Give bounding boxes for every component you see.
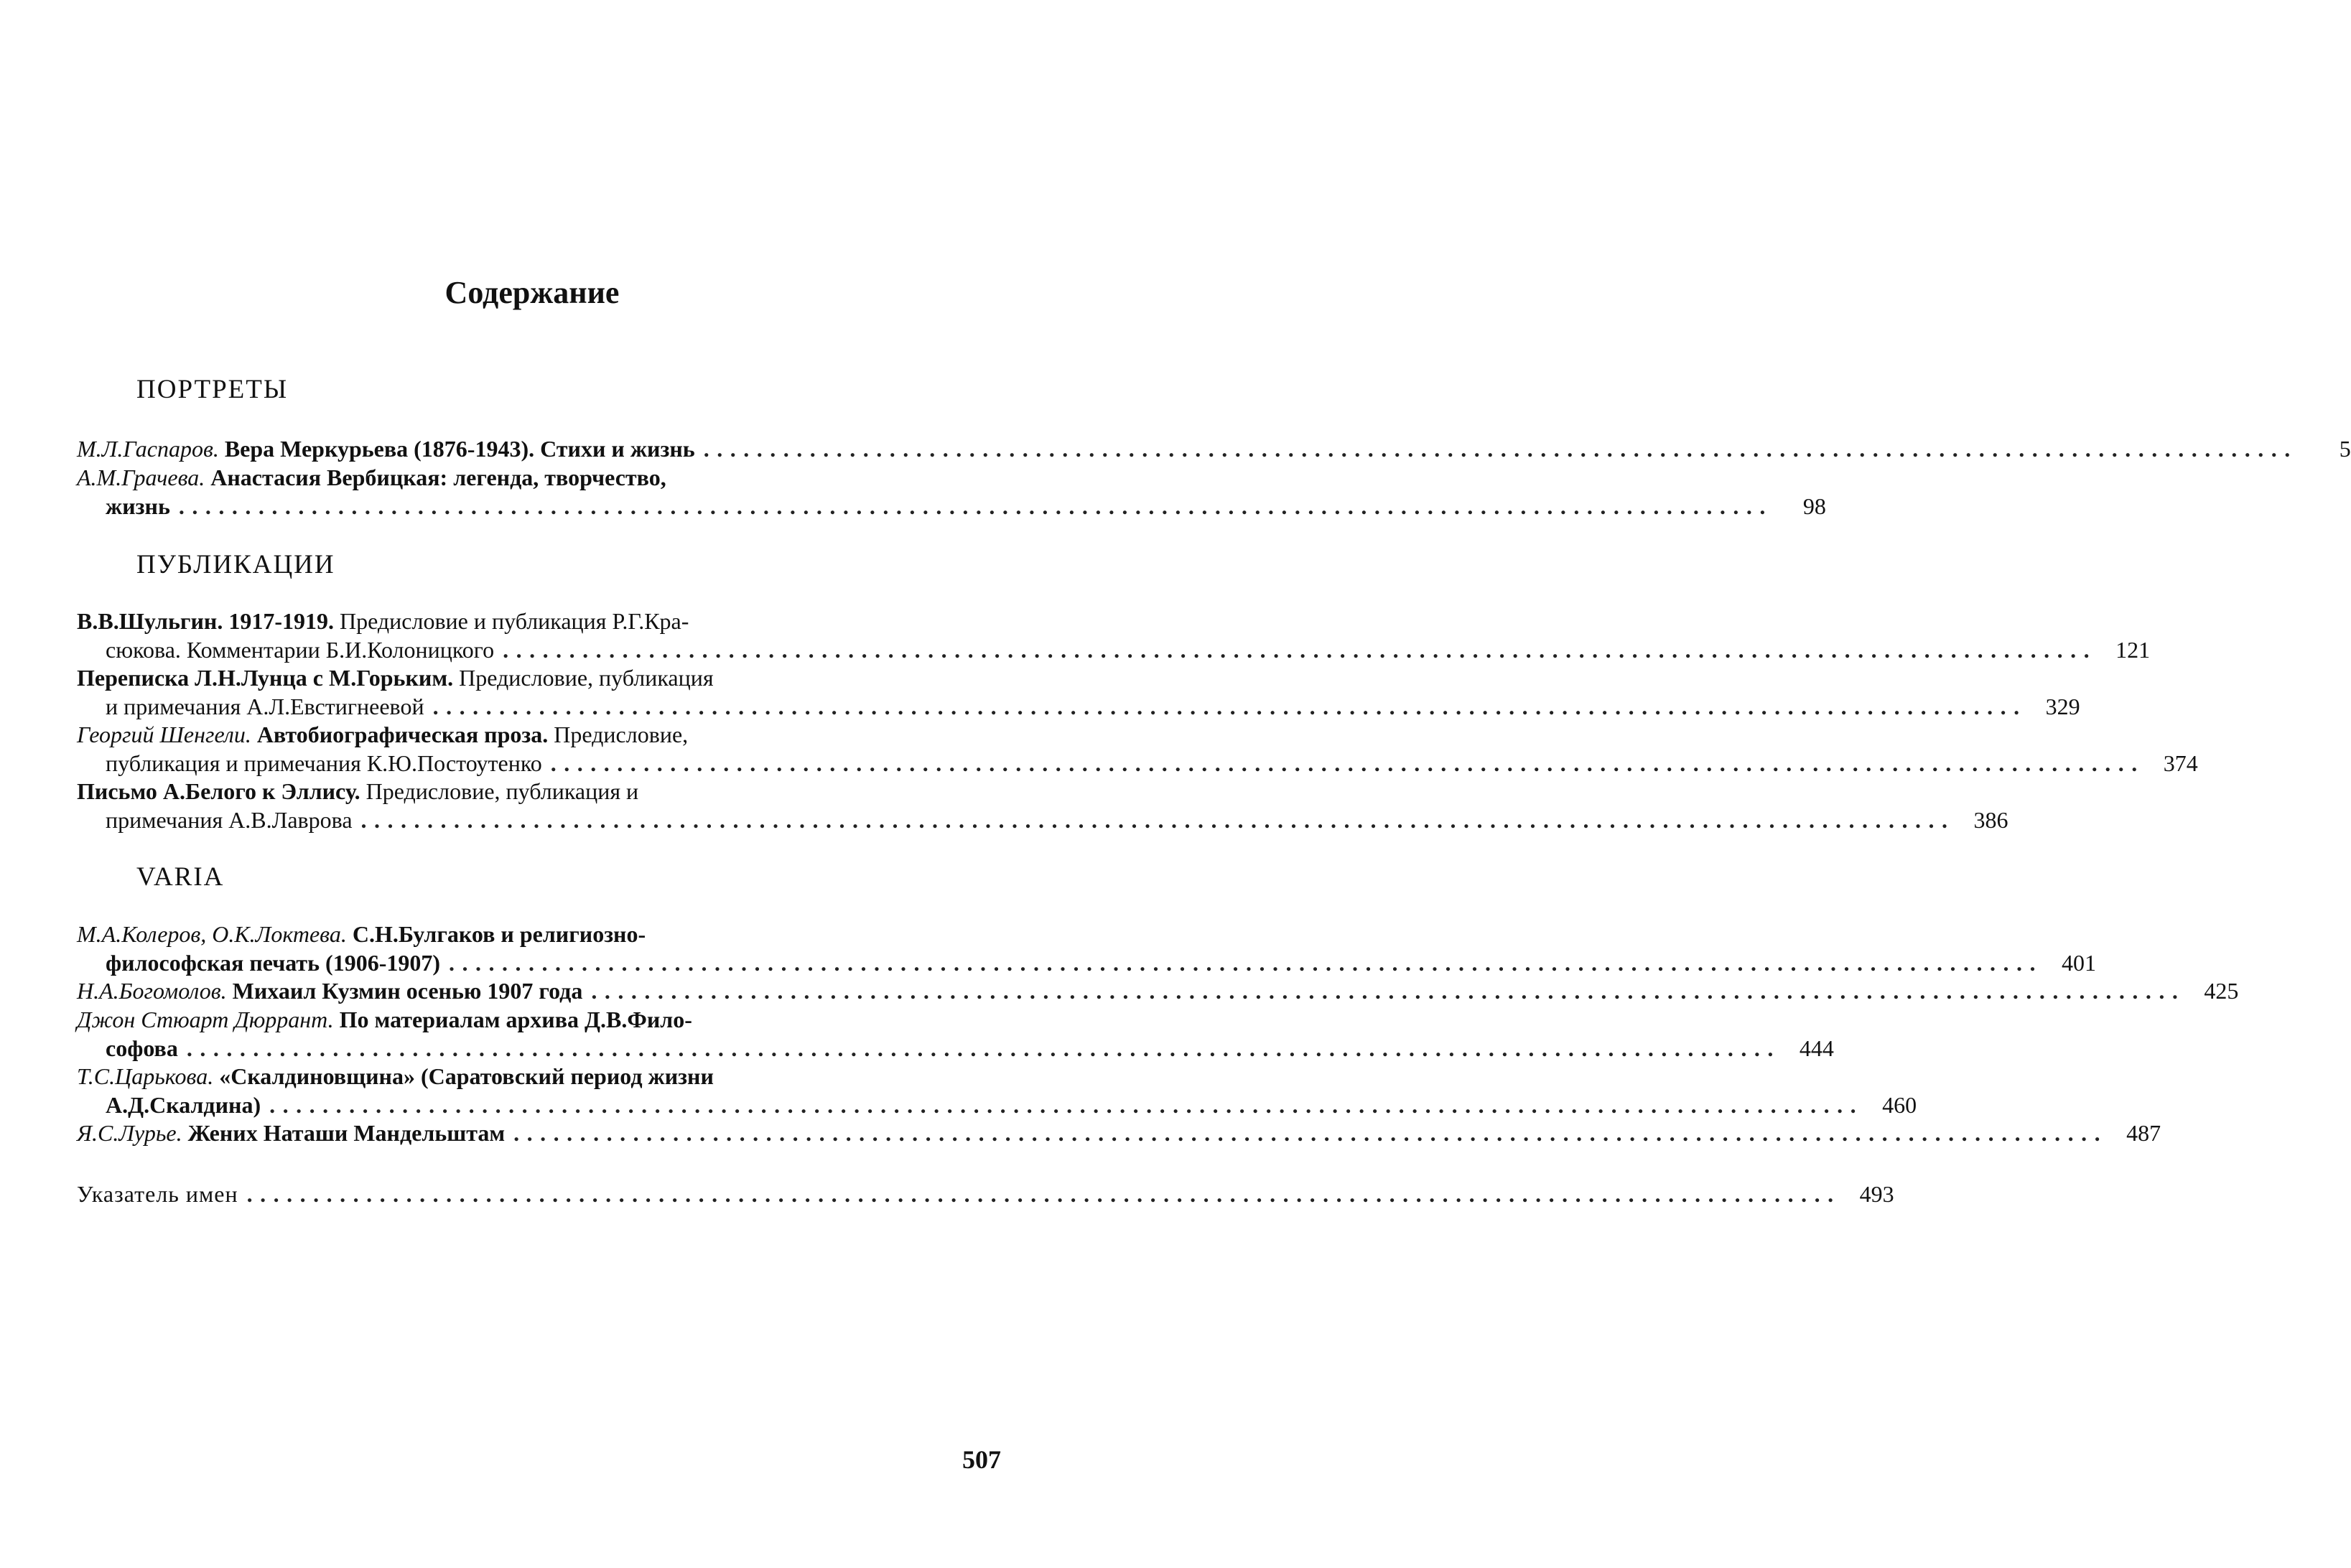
entry-description: Предисловие, xyxy=(548,722,689,747)
entry-description: Предисловие и публикация Р.Г.Кра- xyxy=(333,608,689,634)
index-label: Указатель имен xyxy=(77,1181,238,1207)
entry-author: М.А.Колеров, О.К.Локтева. xyxy=(77,921,347,947)
entry-title: Михаил Кузмин осенью 1907 года xyxy=(226,978,583,1004)
dot-leader: ........................................................................................................................ xyxy=(432,693,2027,719)
entry-title-continued: А.Д.Скалдина) xyxy=(106,1091,261,1118)
entry-description-continued: публикация и примечания К.Ю.Постоутенко xyxy=(106,750,542,776)
entry-page-number: 425 xyxy=(2204,978,2239,1004)
toc-line xyxy=(77,920,998,949)
toc-line xyxy=(77,977,2239,1006)
dot-leader: ........................................................................................................................ xyxy=(449,949,2044,976)
entry-page-number: 386 xyxy=(1973,806,2008,833)
toc-line xyxy=(77,493,1826,521)
toc-line xyxy=(77,1063,998,1091)
toc-entry-kolerov xyxy=(77,920,2097,977)
section-heading-portraits: ПОРТРЕТЫ xyxy=(136,375,289,404)
entry-title: Анастасия Вербицкая: легенда, творчество, xyxy=(205,465,666,490)
toc-line xyxy=(77,750,2198,778)
toc-line xyxy=(77,721,998,750)
toc-entry-index xyxy=(77,1180,1894,1209)
entry-author: Н.А.Богомолов. xyxy=(77,978,227,1004)
entry-title-continued: софова xyxy=(106,1035,178,1061)
entry-page-number: 493 xyxy=(1859,1181,1894,1207)
entry-page-number: 487 xyxy=(2126,1120,2161,1146)
toc-entry-gasparov xyxy=(77,435,2351,464)
toc-line xyxy=(77,1035,1834,1063)
entry-page-number: 460 xyxy=(1882,1091,1917,1118)
entry-page-number: 401 xyxy=(2062,949,2097,976)
toc-line xyxy=(77,949,2097,978)
dot-leader: ........................................................................................................................ xyxy=(513,1120,2108,1146)
entry-description-continued: и примечания А.Л.Евстигнеевой xyxy=(106,693,424,719)
entry-description-continued: сюкова. Комментарии Б.И.Колоницкого xyxy=(106,636,495,663)
entry-author: Георгий Шенгели. xyxy=(77,722,251,747)
entry-page-number: 374 xyxy=(2163,750,2198,776)
entry-description-continued: примечания А.В.Лаврова xyxy=(106,806,353,833)
toc-entry-shulgin xyxy=(77,607,2151,664)
toc-line xyxy=(77,664,998,693)
entry-page-number: 98 xyxy=(1802,493,1826,519)
entry-author: М.Л.Гаспаров. xyxy=(77,436,219,462)
entry-title: Жених Наташи Мандельштам xyxy=(182,1120,506,1146)
entry-title-continued: философская печать (1906-1907) xyxy=(106,949,441,976)
entry-title: Переписка Л.Н.Лунца с М.Горьким. xyxy=(77,665,454,691)
toc-line xyxy=(77,636,2151,665)
entry-description: Предисловие, публикация и xyxy=(360,778,639,804)
toc-entry-bely xyxy=(77,778,2008,834)
dot-leader: ........................................................................................................................ xyxy=(503,636,2098,663)
entry-page-number: 329 xyxy=(2045,693,2080,719)
toc-line xyxy=(77,1091,1917,1120)
section-heading-varia: VARIA xyxy=(136,862,225,892)
dot-leader: ........................................................................................................................ xyxy=(550,750,2145,776)
entry-description: Предисловие, публикация xyxy=(453,665,714,691)
entry-author: Т.С.Царькова. xyxy=(77,1063,214,1089)
entry-title-continued: жизнь xyxy=(106,493,170,519)
toc-entry-lunts xyxy=(77,664,2080,721)
entry-title: С.Н.Булгаков и религиозно- xyxy=(346,921,646,947)
entry-author: Джон Стюарт Дюррант. xyxy=(77,1007,334,1032)
dot-leader: ........................................................................................................................ xyxy=(703,436,2298,462)
page-number: 507 xyxy=(962,1445,1001,1474)
toc-entry-bogomolov xyxy=(77,977,2239,1006)
entry-author: А.М.Грачева. xyxy=(77,465,205,490)
toc-line xyxy=(77,778,998,806)
toc-entry-shengeli xyxy=(77,721,2198,778)
dot-leader: ........................................................................................................................ xyxy=(178,493,1773,519)
toc-line xyxy=(77,1006,998,1035)
toc-line xyxy=(77,806,2008,835)
toc-entry-durrant xyxy=(77,1006,1834,1063)
entry-author: Я.С.Лурье. xyxy=(77,1120,182,1146)
dot-leader: ........................................................................................................................ xyxy=(269,1091,1864,1118)
page-title: Содержание xyxy=(444,275,620,310)
entry-page-number: 5 xyxy=(2339,436,2351,462)
dot-leader: ........................................................................................................................ xyxy=(186,1035,1781,1061)
entry-title: Письмо А.Белого к Эллису. xyxy=(77,778,360,804)
dot-leader: ........................................................................................................................ xyxy=(246,1181,1841,1207)
dot-leader: ........................................................................................................................ xyxy=(360,806,1955,833)
toc-line xyxy=(77,435,2351,464)
toc-entry-gracheva xyxy=(77,464,1826,521)
entry-page-number: 121 xyxy=(2115,636,2151,663)
entry-page-number: 444 xyxy=(1799,1035,1834,1061)
toc-line xyxy=(77,464,998,493)
entry-title: Вера Меркурьева (1876-1943). Стихи и жизнь xyxy=(218,436,695,462)
toc-line xyxy=(77,693,2080,722)
toc-line xyxy=(77,607,998,636)
toc-entry-tsarkova xyxy=(77,1063,1917,1119)
toc-line xyxy=(77,1180,1894,1209)
section-heading-publications: ПУБЛИКАЦИИ xyxy=(136,550,335,579)
dot-leader: ........................................................................................................................ xyxy=(591,978,2186,1004)
entry-title: В.В.Шульгин. 1917-1919. xyxy=(77,608,334,634)
entry-title: По материалам архива Д.В.Фило- xyxy=(333,1007,692,1032)
toc-line xyxy=(77,1119,2161,1148)
entry-title: «Скалдиновщина» (Саратовский период жизни xyxy=(213,1063,714,1089)
entry-title: Автобиографическая проза. xyxy=(251,722,549,747)
toc-entry-lurie xyxy=(77,1119,2161,1148)
